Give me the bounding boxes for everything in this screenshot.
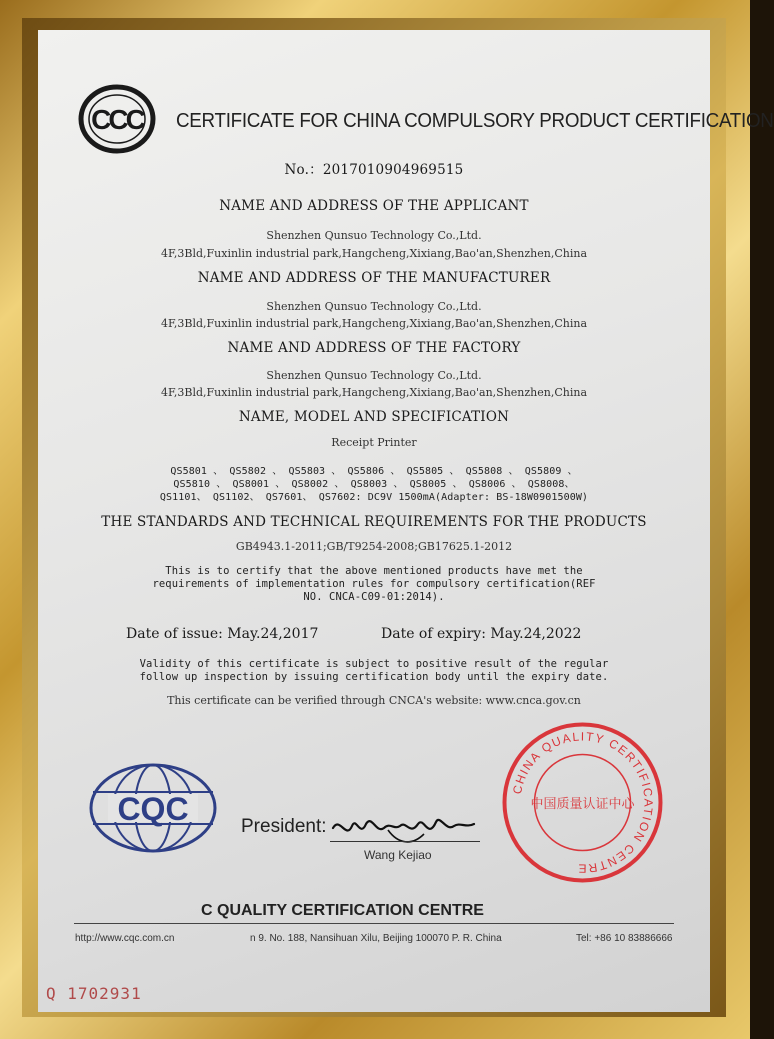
president-label: President: xyxy=(241,816,327,837)
validity-line-2: follow up inspection by issuing certification body until the expiry date. xyxy=(139,671,609,683)
manufacturer-heading: NAME AND ADDRESS OF THE MANUFACTURER xyxy=(197,270,551,286)
manufacturer-name: Shenzhen Qunsuo Technology Co.,Ltd. xyxy=(266,300,482,313)
signature-line xyxy=(330,841,480,842)
cqc-logo-text: CQC xyxy=(117,791,189,827)
product-name: Receipt Printer xyxy=(331,436,417,449)
applicant-name: Shenzhen Qunsuo Technology Co.,Ltd. xyxy=(266,229,482,242)
footer-divider xyxy=(74,923,674,924)
cqc-globe-logo-icon xyxy=(88,762,218,854)
verify-line: This certificate can be verified through CNCA's website: www.cnca.gov.cn xyxy=(167,694,581,707)
models-line-1: QS5801 、 QS5802 、 QS5803 、 QS5806 、 QS5805 、 QS5808 、 QS5809 、 xyxy=(170,466,578,477)
standards-list: GB4943.1-2011;GB/T9254-2008;GB17625.1-2012 xyxy=(235,540,513,553)
factory-heading: NAME AND ADDRESS OF THE FACTORY xyxy=(227,340,521,356)
standards-heading: THE STANDARDS AND TECHNICAL REQUIREMENTS FOR THE PRODUCTS xyxy=(101,514,647,530)
models-line-2: QS5810 、 QS8001 、 QS8002 、 QS8003 、 QS8005 、 QS8006 、 QS8008、 xyxy=(173,479,575,490)
date-of-issue: Date of issue: May.24,2017 xyxy=(126,626,319,642)
footer-address: n 9. No. 188, Nansihuan Xilu, Beijing 100070 P. R. China xyxy=(250,933,502,944)
footer-tel: Tel: +86 10 83886666 xyxy=(576,933,673,944)
certify-line-1: This is to certify that the above mentioned products have met the xyxy=(165,565,583,577)
seal-inner-text: 中国质量认证中心 xyxy=(530,797,635,812)
certify-line-2: requirements of implementation rules for compulsory certification(REF xyxy=(152,578,596,590)
applicant-heading: NAME AND ADDRESS OF THE APPLICANT xyxy=(219,198,529,214)
certify-line-3: NO. CNCA-C09-01:2014). xyxy=(303,591,445,603)
certificate-title: CERTIFICATE FOR CHINA COMPULSORY PRODUCT CERTIFICATION xyxy=(176,110,774,132)
certification-seal-icon xyxy=(500,720,665,885)
ccc-logo-icon xyxy=(78,84,156,154)
factory-address: 4F,3Bld,Fuxinlin industrial park,Hangcheng,Xixiang,Bao'an,Shenzhen,China xyxy=(160,386,588,399)
applicant-address: 4F,3Bld,Fuxinlin industrial park,Hangcheng,Xixiang,Bao'an,Shenzhen,China xyxy=(160,247,588,260)
models-line-3: QS1101、 QS1102、 QS7601、 QS7602: DC9V 1500mA(Adapter: BS-18W0901500W) xyxy=(159,492,589,503)
date-of-expiry: Date of expiry: May.24,2022 xyxy=(381,626,582,642)
validity-line-1: Validity of this certificate is subject to positive result of the regular xyxy=(139,658,609,670)
certificate-paper xyxy=(38,30,774,1012)
seal-outer-text: CHINA QUALITY CERTIFICATION CENTRE xyxy=(510,729,656,876)
factory-name: Shenzhen Qunsuo Technology Co.,Ltd. xyxy=(266,369,482,382)
serial-number: Q 1702931 xyxy=(46,984,142,1003)
centre-name: C QUALITY CERTIFICATION CENTRE xyxy=(201,902,484,919)
manufacturer-address: 4F,3Bld,Fuxinlin industrial park,Hangcheng,Xixiang,Bao'an,Shenzhen,China xyxy=(160,317,588,330)
president-signature xyxy=(328,800,478,850)
president-name: Wang Kejiao xyxy=(364,848,432,862)
product-heading: NAME, MODEL AND SPECIFICATION xyxy=(238,409,510,425)
ccc-logo-text: CCC xyxy=(91,104,143,135)
footer-website: http://www.cqc.com.cn xyxy=(75,933,175,944)
certificate-number: No.：2017010904969515 xyxy=(284,162,464,178)
